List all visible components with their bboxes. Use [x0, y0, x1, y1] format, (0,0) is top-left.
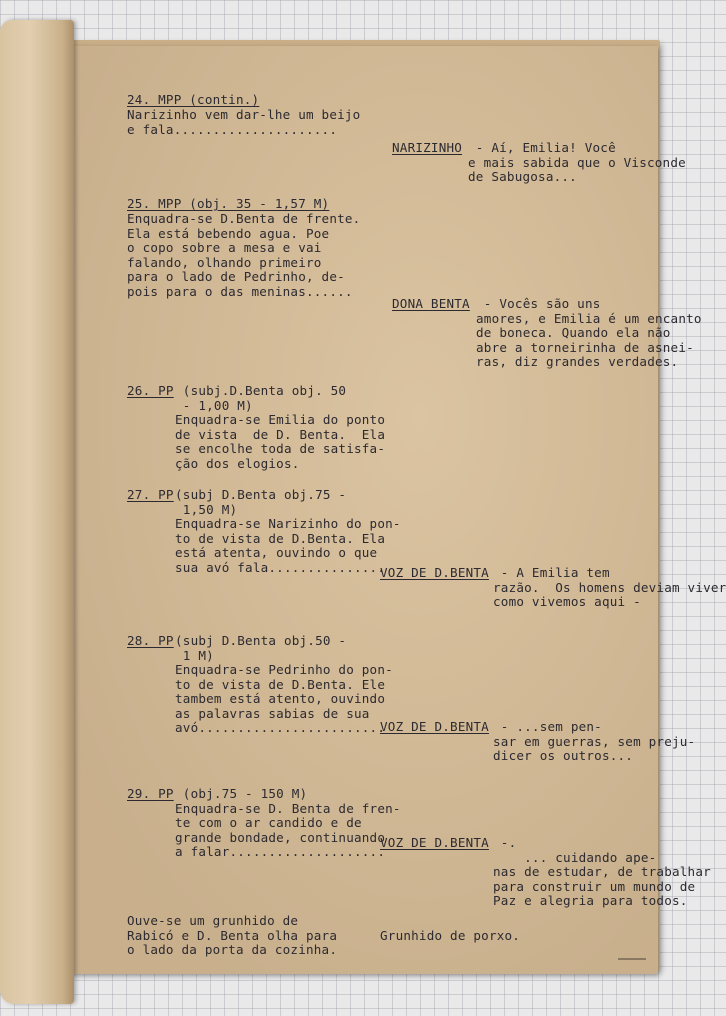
scene-25-heading: 25. MPP (obj. 35 - 1,57 M)	[127, 196, 330, 211]
scene-27-action: (subj D.Benta obj.75 - 1,50 M) Enquadra-se Narizinho do pon- to de vista de D.Benta. Ela está atenta, ouvindo o que sua avó fala...............	[175, 487, 401, 575]
scene-24-dialogue: - Aí, Emilia! Você e mais sabida que o Visconde de Sabugosa...	[468, 140, 686, 184]
script-page	[64, 46, 726, 974]
closing-sound: Grunhido de porxo.	[380, 928, 521, 943]
scene-29-dialogue: -. ... cuidando ape- nas de estudar, de trabalhar para construir um mundo de Paz e alegria para todos.	[493, 835, 711, 908]
scene-25-speaker: DONA BENTA	[392, 296, 470, 311]
scene-24-heading: 24. MPP (contin.)	[127, 92, 260, 107]
binder-spine	[0, 20, 74, 1004]
scene-28-action: (subj D.Benta obj.50 - 1 M) Enquadra-se Pedrinho do pon- to de vista de D.Benta. Ele tambem está atento, ouvindo as palavras sabias de sua avó........................	[175, 633, 393, 735]
page-edge-mark	[618, 958, 646, 960]
scene-26-action: (subj.D.Benta obj. 50 - 1,00 M) Enquadra-se Emilia do ponto de vista de D. Benta. Ela se encolhe toda de satisfa- ção dos elogios.	[175, 383, 386, 471]
scene-26-heading: 26. PP	[127, 383, 174, 398]
closing-action: Ouve-se um grunhido de Rabicó e D. Benta olha para o lado da porta da cozinha.	[127, 913, 338, 957]
scene-27-heading: 27. PP	[127, 487, 174, 502]
scene-24-action: Narizinho vem dar-lhe um beijo e fala.....................	[127, 107, 361, 137]
scene-29-speaker: VOZ DE D.BENTA	[380, 835, 489, 850]
scene-28-heading: 28. PP	[127, 633, 174, 648]
scene-29-action: (obj.75 - 150 M) Enquadra-se D. Benta de fren- te com o ar candido e de grande bondade, continuando a falar....................	[175, 786, 401, 859]
scene-24-speaker: NARIZINHO	[392, 140, 463, 155]
scene-25-dialogue: - Vocês são uns amores, e Emilia é um encanto de boneca. Quando ela não abre a torneirinha de asnei- ras, diz grandes verdades.	[476, 296, 702, 369]
scene-27-dialogue: - A Emilia tem razão. Os homens deviam viver como vivemos aqui -	[493, 565, 726, 609]
scene-25-action: Enquadra-se D.Benta de frente. Ela está bebendo agua. Poe o copo sobre a mesa e vai falando, olhando primeiro para o lado de Pedrinho, de- pois para o das meninas......	[127, 211, 361, 299]
scene-29-heading: 29. PP	[127, 786, 174, 801]
scene-27-speaker: VOZ DE D.BENTA	[380, 565, 489, 580]
scene-28-dialogue: - ...sem pen- sar em guerras, sem preju- dicer os outros...	[493, 719, 696, 763]
scene-28-speaker: VOZ DE D.BENTA	[380, 719, 489, 734]
